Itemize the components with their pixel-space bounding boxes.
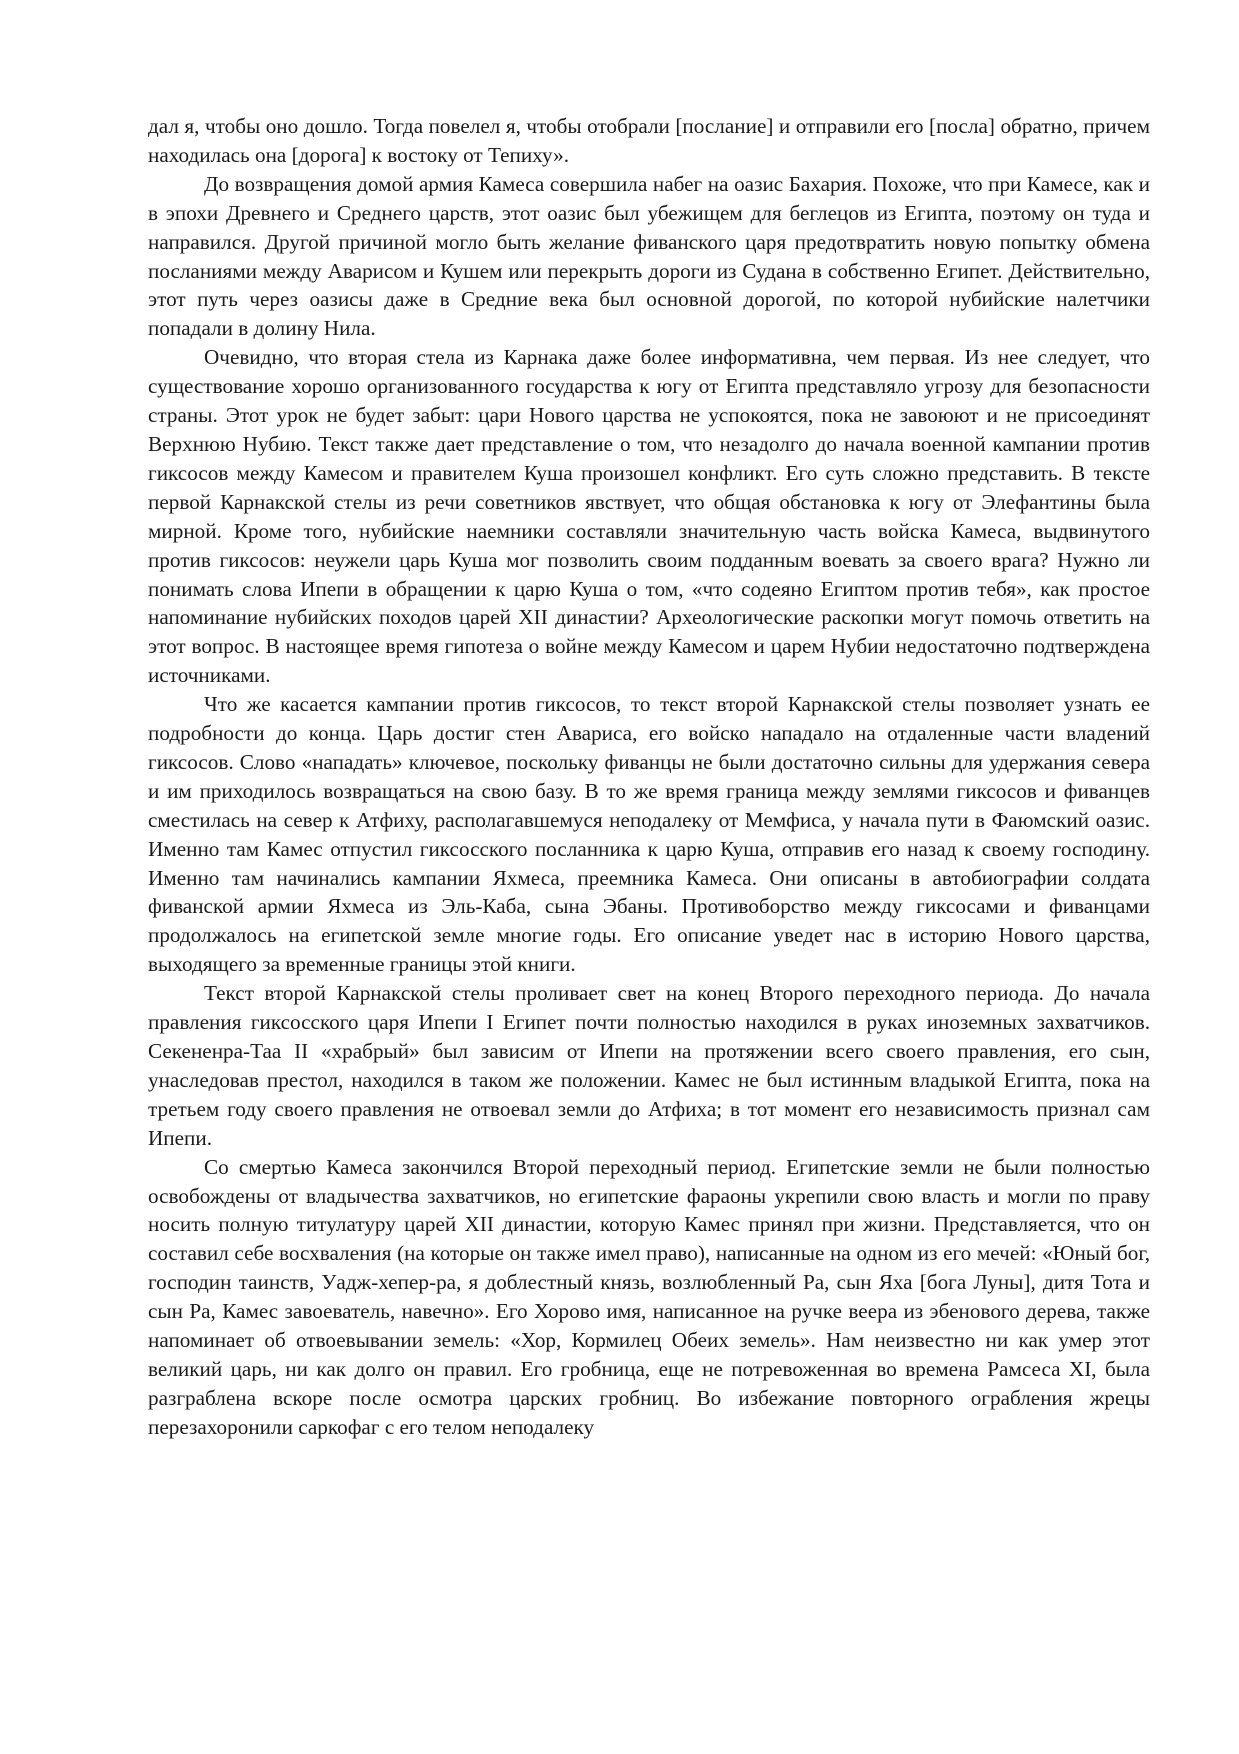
paragraph-kamose-death: Со смертью Камеса закончился Второй переходный период. Египетские земли не были полностью освобождены от владычества захватчиков, но египетские фараоны укрепили свою власть и могли по праву носить полную титулатуру царей XII династии, которую Камес принял при жизни. Представляется, что он составил себе восхваления (на которые он также имел право), написанные на одном из его мечей: «Юный бог, господин таинств, Уадж-хепер-ра, я доблестный князь, возлюбленный Ра, сын Яха [бога Луны], дитя Тота и сын Ра, Камес завоеватель, навечно». Его Хорово имя, написанное на ручке веера из эбенового дерева, также напоминает об отвоевывании земель: «Хор, Кормилец Обеих земель». Нам неизвестно ни как умер этот великий царь, ни как долго он правил. Его гробница, еще не потревоженная во времена Рамсеса XI, была разграблена вскоре после осмотра царских гробниц. Во избежание повторного ограбления жрецы перезахоронили саркофаг с его телом неподалеку: [148, 1154, 1150, 1439]
paragraph-hyksos-campaign: Что же касается кампании против гиксосов, то текст второй Карнакской стелы позволяет узнать ее подробности до конца. Царь достиг стен Авариса, его войско нападало на отдаленные части владений гиксосов. Слово «нападать» ключевое, поскольку фиванцы не были достаточно сильны для удержания севера и им приходилось возвращаться на свою базу. В то же время граница между землями гиксосов и фиванцев сместилась на север к Атфиху, располагавшемуся неподалеку от Мемфиса, у начала пути в Фаюмский оазис. Именно там Камес отпустил гиксосского посланника к царю Куша, отправив его назад к своему господину. Именно там начинались кампании Яхмеса, преемника Камеса. Они описаны в автобиографии солдата фиванской армии Яхмеса из Эль-Каба, сына Эбаны. Противоборство между гиксосами и фиванцами продолжалось на египетской земле многие годы. Его описание уведет нас в историю Нового царства, выходящего за временные границы этой книги.: [148, 692, 1150, 977]
paragraph-second-stela: Очевидно, что вторая стела из Карнака даже более информативна, чем первая. Из нее следует, что существование хорошо организованного государства к югу от Египта представляло угрозу для безопасности страны. Этот урок не будет забыт: цари Нового царства не успокоятся, пока не завоюют и не присоединят Верхнюю Нубию. Текст также дает представление о том, что незадолго до начала военной кампании против гиксосов между Камесом и правителем Куша произошел конфликт. Его суть сложно представить. В тексте первой Карнакской стелы из речи советников явствует, что общая обстановка к югу от Элефантины была мирной. Кроме того, нубийские наемники составляли значительную часть войска Камеса, выдвинутого против гиксосов: неужели царь Куша мог позволить своим подданным воевать за своего врага? Нужно ли понимать слова Ипепи в обращении к царю Куша о том, «что содеяно Египтом против тебя», как простое напоминание нубийских походов царей XII династии? Археологические раскопки могут помочь ответить на этот вопрос. В настоящее время гипотеза о войне между Камесом и царем Нубии недостаточно подтверждена источниками.: [148, 345, 1150, 688]
paragraph-continued: дал я, чтобы оно дошло. Тогда повелел я, чтобы отобрали [послание] и отправили его [посла] обратно, причем находилась она [дорога] к востоку от Тепиху».: [148, 114, 1150, 167]
paragraph-second-intermediate-end: Текст второй Карнакской стелы проливает свет на конец Второго переходного периода. До начала правления гиксосского царя Ипепи I Египет почти полностью находился в руках иноземных захватчиков. Секененра-Таа II «храбрый» был зависим от Ипепи на протяжении всего своего правления, его сын, унаследовав престол, находился в таком же положении. Камес не был истинным владыкой Египта, пока на третьем году своего правления не отвоевал земли до Атфиха; в тот момент его независимость признал сам Ипепи.: [148, 981, 1150, 1150]
paragraph-bahariya-raid: До возвращения домой армия Камеса совершила набег на оазис Бахария. Похоже, что при Камесе, как и в эпохи Древнего и Среднего царств, этот оазис был убежищем для беглецов из Египта, поэтому он туда и направился. Другой причиной могло быть желание фиванского царя предотвратить новую попытку обмена посланиями между Аварисом и Кушем или перекрыть дороги из Судана в собственно Египет. Действительно, этот путь через оазисы даже в Средние века был основной дорогой, по которой нубийские налетчики попадали в долину Нила.: [148, 171, 1150, 341]
document-page: [148, 112, 1150, 1442]
